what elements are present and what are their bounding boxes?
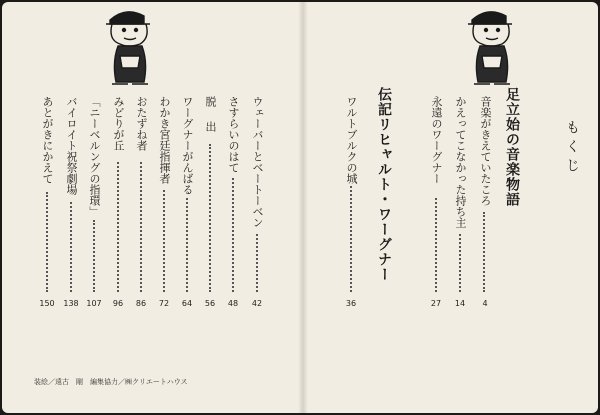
- toc-page-number: 4: [482, 299, 488, 308]
- section-title-wagner-biography: 伝記リヒャルト・ワーグナー: [376, 87, 392, 282]
- leader-dots: [117, 162, 121, 292]
- leader-dots: [459, 234, 463, 292]
- leader-dots: [209, 144, 213, 292]
- toc-page-number: 72: [158, 299, 170, 308]
- toc-entry: ワーグナーがんばる: [181, 96, 194, 195]
- leader-dots: [186, 198, 190, 292]
- toc-page-number: 42: [251, 299, 263, 308]
- toc-page-number: 138: [63, 299, 79, 308]
- toc-title: もくじ: [564, 120, 580, 177]
- leader-dots: [93, 220, 97, 292]
- leader-dots: [483, 212, 487, 292]
- toc-page-number: 36: [345, 299, 357, 308]
- toc-entry: バイロイト祝祭劇場: [65, 96, 78, 195]
- leader-dots: [256, 234, 260, 292]
- toc-page-number: 56: [204, 299, 216, 308]
- toc-page-number: 27: [430, 299, 442, 308]
- toc-page-number: 86: [135, 299, 147, 308]
- mascot-illustration-right: [460, 4, 522, 90]
- toc-entry: 「ニーベルングの指環」: [88, 96, 101, 217]
- toc-entry: 脱出: [204, 96, 217, 146]
- toc-entry: みどりが丘: [112, 96, 125, 151]
- toc-page-number: 150: [39, 299, 55, 308]
- leader-dots: [350, 186, 354, 292]
- leader-dots: [435, 198, 439, 292]
- toc-page-number: 14: [454, 299, 466, 308]
- leader-dots: [232, 178, 236, 292]
- toc-entry: さすらいのはて: [227, 96, 240, 173]
- toc-entry: ワルトブルクの城: [345, 96, 358, 184]
- mascot-illustration-left: [98, 4, 160, 90]
- leader-dots: [140, 162, 144, 292]
- book-spread: [2, 2, 598, 413]
- toc-entry: ウェーバーとベートーベン: [251, 96, 264, 228]
- toc-entry: 永遠のワーグナー: [430, 96, 443, 184]
- book-gutter: [298, 2, 308, 413]
- leader-dots: [163, 190, 167, 292]
- toc-page-number: 48: [227, 299, 239, 308]
- toc-entry: わかき宮廷指揮者: [158, 96, 171, 184]
- credit-line: 装絵／遠古 剛 編集協力／㈱クリエートハウス: [34, 378, 188, 386]
- section-title-ongaku-monogatari: 足立始の音楽物語: [504, 87, 520, 207]
- toc-page-number: 64: [181, 299, 193, 308]
- toc-entry: かえってこなかった持ち主: [454, 96, 467, 228]
- toc-entry: おたずね者: [135, 96, 148, 151]
- toc-page-number: 107: [86, 299, 102, 308]
- toc-page-number: 96: [112, 299, 124, 308]
- toc-entry: 音楽がきえていたころ: [479, 96, 492, 206]
- toc-entry: あとがきにかえて: [41, 96, 54, 184]
- leader-dots: [70, 202, 74, 292]
- leader-dots: [46, 192, 50, 292]
